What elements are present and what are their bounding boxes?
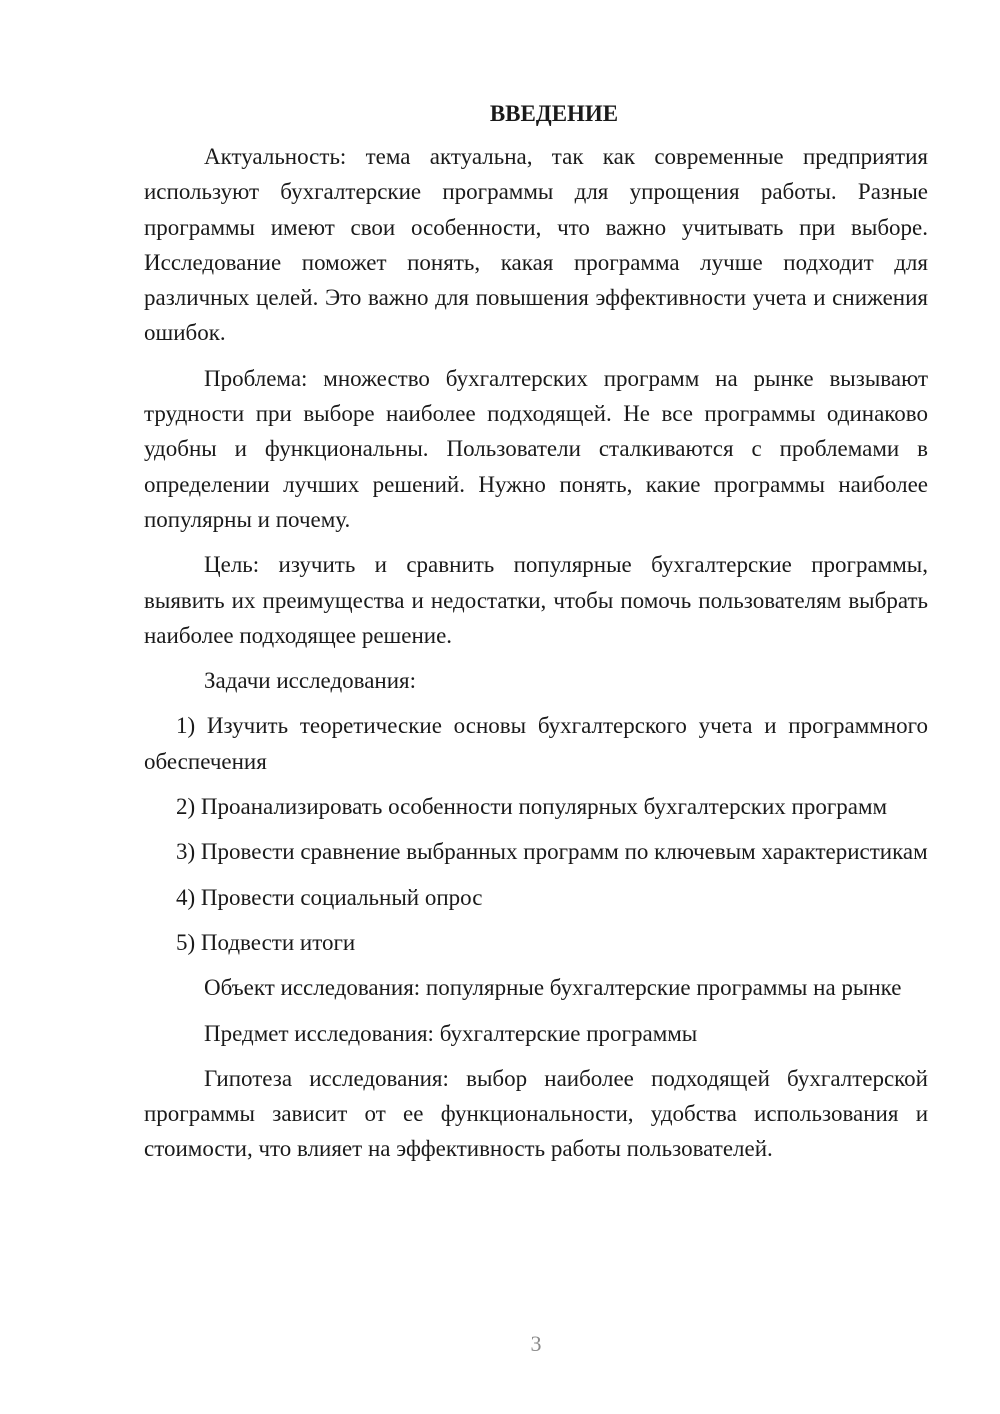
task-item: 2) Проанализировать особенности популярных бухгалтерских программ bbox=[176, 794, 888, 820]
task-item: 1) Изучить теоретические основы бухгалтерского учета и программного обеспечения bbox=[144, 713, 928, 774]
task-item: 3) Провести сравнение выбранных программ по ключевым характеристикам bbox=[176, 839, 928, 865]
paragraph-hypothesis: Гипотеза исследования: выбор наиболее подходящей бухгалтерской программы зависит от ее функциональности, удобства использования и стоимости, что влияет на эффективность работы пользователей. bbox=[144, 1065, 928, 1162]
page-title: ВВЕДЕНИЕ bbox=[489, 101, 619, 126]
task-item: 4) Провести социальный опрос bbox=[176, 884, 483, 910]
paragraph-object: Объект исследования: популярные бухгалтерские программы на рынке bbox=[204, 975, 902, 1001]
paragraph-relevance: Актуальность: тема актуальна, так как современные предприятия используют бухгалтерские программы для упрощения работы. Разные программы имеют свои особенности, что важно учитывать при выборе. Исследование поможет понять, какая программа лучше подходит для различных целей. Это важно для повышения эффективности учета и снижения ошибок. bbox=[144, 144, 928, 346]
paragraph-subject: Предмет исследования: бухгалтерские программы bbox=[204, 1020, 698, 1046]
paragraph-tasks-heading: Задачи исследования: bbox=[204, 668, 417, 694]
task-item: 5) Подвести итоги bbox=[176, 929, 356, 955]
page-number: 3 bbox=[530, 1331, 542, 1356]
paragraph-goal: Цель: изучить и сравнить популярные бухгалтерские программы, выявить их преимущества и недостатки, чтобы помочь пользователям выбрать наиболее подходящее решение. bbox=[144, 552, 928, 648]
paragraph-problem: Проблема: множество бухгалтерских программ на рынке вызывают трудности при выборе наиболее подходящей. Не все программы одинаково удобны и функциональны. Пользователи сталкиваются с проблемами в определении лучших решений. Нужно понять, какие программы наиболее популярны и почему. bbox=[144, 365, 928, 532]
